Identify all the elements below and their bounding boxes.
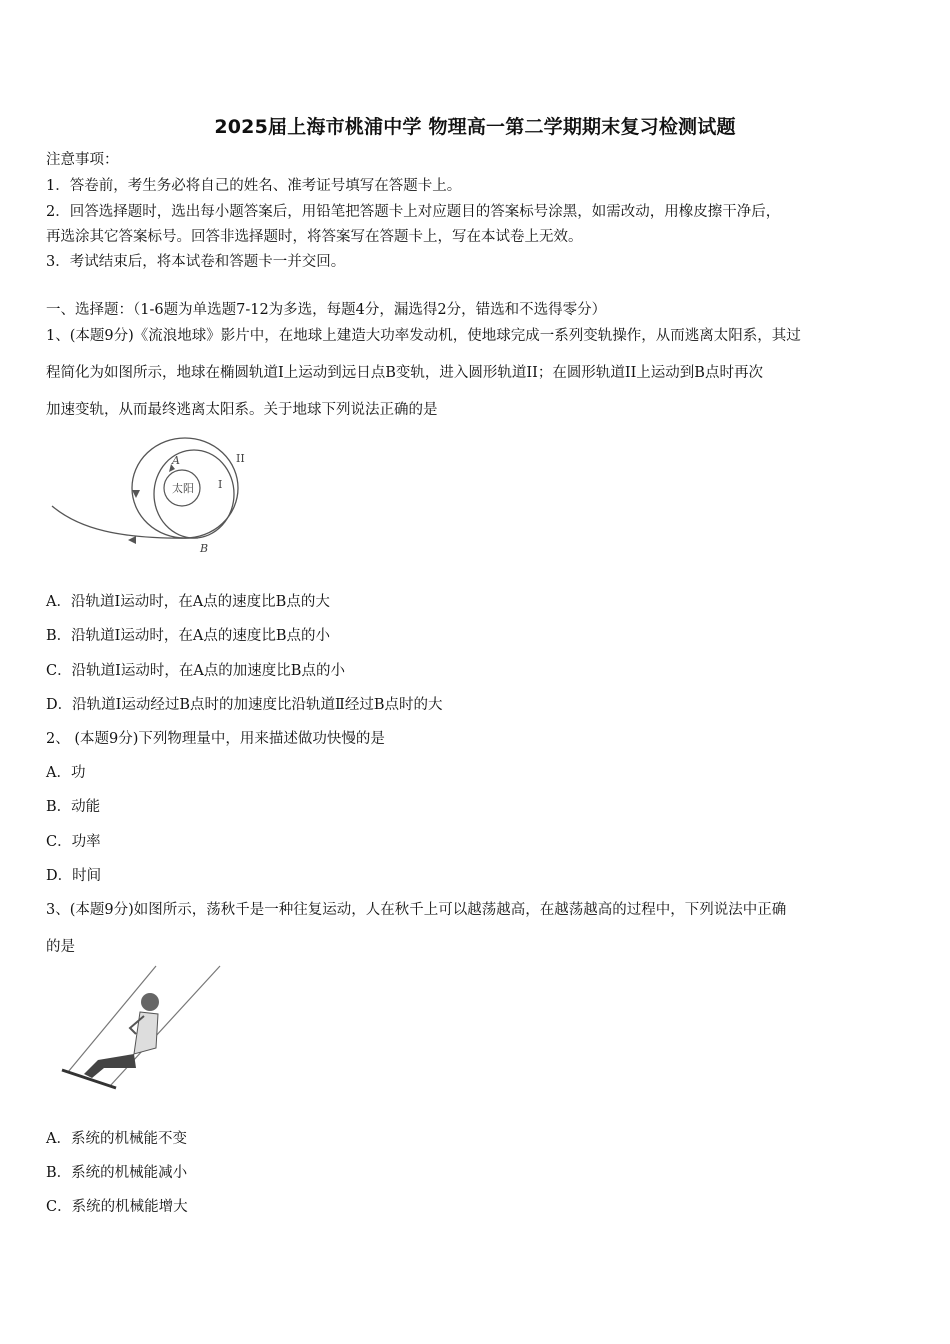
q3-stem-line-1: 3、(本题9分)如图所示，荡秋千是一种往复运动，人在秋千上可以越荡越高，在越荡越高的过程中，下列说法中正确 bbox=[46, 902, 787, 918]
q2-option-b: B．动能 bbox=[46, 799, 101, 815]
q1-stem-line-2: 程简化为如图所示，地球在椭圆轨道I上运动到远日点B变轨，进入圆形轨道II；在圆形轨道II上运动到B点时再次 bbox=[46, 365, 763, 381]
person-body bbox=[134, 1012, 158, 1054]
q2-option-c: C．功率 bbox=[46, 834, 101, 850]
q3-stem-line-2: 的是 bbox=[46, 939, 75, 955]
section-heading: 一、选择题：（1-6题为单选题7-12为多选，每题4分，漏选得2分，错选和不选得零分） bbox=[46, 302, 607, 318]
q2-stem: 2、 (本题9分)下列物理量中，用来描述做功快慢的是 bbox=[46, 731, 385, 747]
notice-item-2-cont: 再选涂其它答案标号。回答非选择题时，将答案写在答题卡上，写在本试卷上无效。 bbox=[46, 229, 583, 245]
person-legs bbox=[84, 1054, 136, 1078]
notice-item-1: 1．答卷前，考生务必将自己的姓名、准考证号填写在答题卡上。 bbox=[46, 178, 462, 194]
q1-stem-line-1: 1、(本题9分)《流浪地球》影片中，在地球上建造大功率发动机，使地球完成一系列变轨操作，从而逃离太阳系，其过 bbox=[46, 328, 801, 344]
q3-option-c: C．系统的机械能增大 bbox=[46, 1199, 188, 1215]
q1-option-c: C．沿轨道I运动时，在A点的加速度比B点的小 bbox=[46, 663, 345, 679]
point-b-label: B bbox=[200, 542, 209, 555]
q1-stem-line-3: 加速变轨，从而最终逃离太阳系。关于地球下列说法正确的是 bbox=[46, 402, 438, 418]
notice-item-3: 3．考试结束后，将本试卷和答题卡一并交回。 bbox=[46, 254, 346, 270]
page-title: 2025届上海市桃浦中学 物理高一第二学期期末复习检测试题 bbox=[214, 116, 736, 138]
q3-option-b: B．系统的机械能减小 bbox=[46, 1165, 188, 1181]
swing-figure bbox=[48, 964, 228, 1094]
person-head bbox=[141, 993, 159, 1011]
notice-item-2: 2．回答选择题时，选出每小题答案后，用铅笔把答题卡上对应题目的答案标号涂黑，如需改动，用橡皮擦干净后， bbox=[46, 204, 781, 220]
q2-option-d: D．时间 bbox=[46, 868, 102, 884]
notice-heading: 注意事项： bbox=[46, 152, 119, 168]
q3-option-a: A．系统的机械能不变 bbox=[46, 1131, 187, 1147]
sun-label: 太阳 bbox=[172, 482, 194, 495]
q2-option-a: A．功 bbox=[46, 765, 86, 781]
q1-option-b: B．沿轨道I运动时，在A点的速度比B点的小 bbox=[46, 628, 331, 644]
q1-option-a: A．沿轨道I运动时，在A点的速度比B点的大 bbox=[46, 594, 330, 610]
orbit-ii-label: II bbox=[236, 452, 245, 465]
point-a-label: A bbox=[172, 454, 180, 467]
orbit-figure bbox=[48, 428, 258, 558]
arrow-icon bbox=[128, 536, 136, 544]
q1-option-d: D．沿轨道I运动经过B点时的加速度比沿轨道Ⅱ经过B点时的大 bbox=[46, 697, 443, 713]
orbit-i-label: I bbox=[218, 478, 223, 491]
orbit-i-ellipse bbox=[154, 450, 234, 538]
